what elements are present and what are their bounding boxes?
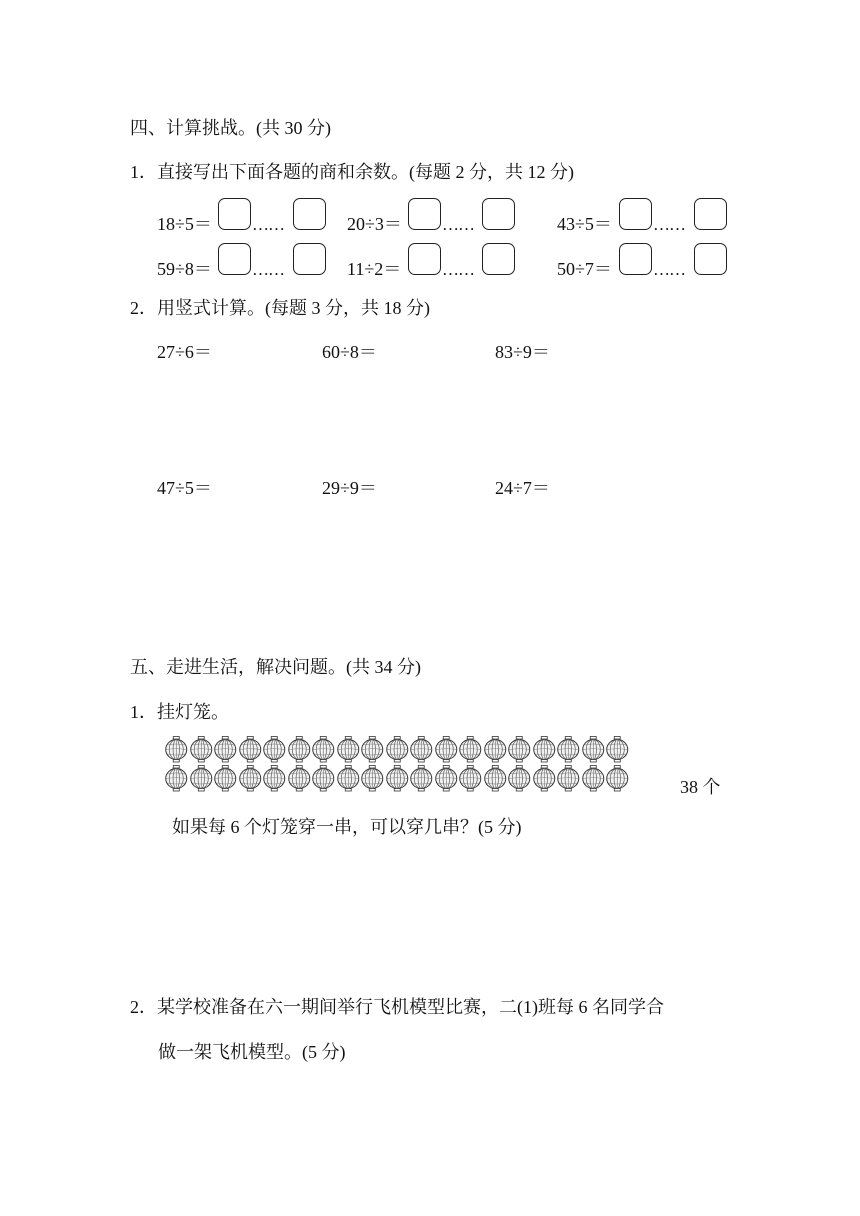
ellipsis: …… [442,260,474,279]
lantern-icon [311,765,336,792]
lantern-icon [434,736,459,763]
quotient-box[interactable] [408,198,441,230]
q1-item-6: 50÷7＝ [557,259,612,279]
remainder-box[interactable] [482,243,515,275]
lantern-icon [287,736,312,763]
lantern-icon [532,736,557,763]
q1-item-1: 18÷5＝ [157,214,212,234]
lantern-icon [434,765,459,792]
lantern-icon [360,765,385,792]
quotient-box[interactable] [619,243,652,275]
ellipsis: …… [653,215,685,234]
lantern-icon [385,736,410,763]
q2-item-5: 29÷9＝ [322,478,377,498]
lantern-row [164,765,630,792]
q2-item-6: 24÷7＝ [495,478,550,498]
lantern-icon [238,765,263,792]
section5-heading: 五、走进生活，解决问题。(共 34 分) [130,657,421,677]
lantern-icon [189,765,214,792]
remainder-box[interactable] [482,198,515,230]
s5-q1-title: 1．挂灯笼。 [130,702,229,722]
lantern-icon [213,736,238,763]
lantern-icon [556,765,581,792]
s5-q1-question: 如果每 6 个灯笼穿一串，可以穿几串？(5 分) [172,817,522,837]
lantern-row [164,736,630,763]
lantern-icon [605,736,630,763]
lantern-icon [164,765,189,792]
lantern-icon [238,736,263,763]
ellipsis: …… [252,215,284,234]
lantern-icon [189,736,214,763]
lantern-icon [458,736,483,763]
lantern-icon [213,765,238,792]
section4-heading: 四、计算挑战。(共 30 分) [130,118,331,138]
q2-item-1: 27÷6＝ [157,342,212,362]
remainder-box[interactable] [293,198,326,230]
lantern-icon [532,765,557,792]
q2-item-2: 60÷8＝ [322,342,377,362]
remainder-box[interactable] [293,243,326,275]
lantern-icon [605,765,630,792]
lantern-icon [581,765,606,792]
lantern-icon [409,765,434,792]
ellipsis: …… [653,260,685,279]
lantern-icon [336,736,361,763]
ellipsis: …… [252,260,284,279]
s5-q2-line1: 2．某学校准备在六一期间举行飞机模型比赛，二(1)班每 6 名同学合 [130,997,664,1017]
q1-item-2: 20÷3＝ [347,214,402,234]
s5-q2-line2: 做一架飞机模型。(5 分) [158,1042,346,1062]
q2-item-3: 83÷9＝ [495,342,550,362]
quotient-box[interactable] [619,198,652,230]
quotient-box[interactable] [218,198,251,230]
lantern-icon [483,736,508,763]
lantern-icon [360,736,385,763]
lantern-count: 38 个 [680,777,721,797]
lantern-icon [311,736,336,763]
lantern-icon [507,765,532,792]
lantern-icon [164,736,189,763]
lantern-icon [581,736,606,763]
quotient-box[interactable] [218,243,251,275]
q1-item-5: 11÷2＝ [347,259,402,279]
lantern-icon [262,765,287,792]
lantern-icon [287,765,312,792]
lantern-icon [262,736,287,763]
lantern-icon [507,736,532,763]
lantern-icon [483,765,508,792]
lantern-icon [385,765,410,792]
q2-item-4: 47÷5＝ [157,478,212,498]
q2-title: 2．用竖式计算。(每题 3 分，共 18 分) [130,298,430,318]
q1-item-4: 59÷8＝ [157,259,212,279]
ellipsis: …… [442,215,474,234]
q1-title: 1．直接写出下面各题的商和余数。(每题 2 分，共 12 分) [130,162,574,182]
quotient-box[interactable] [408,243,441,275]
remainder-box[interactable] [694,198,727,230]
lantern-icon [336,765,361,792]
q1-item-3: 43÷5＝ [557,214,612,234]
lantern-icon [556,736,581,763]
lantern-icon [409,736,434,763]
lantern-icon [458,765,483,792]
remainder-box[interactable] [694,243,727,275]
